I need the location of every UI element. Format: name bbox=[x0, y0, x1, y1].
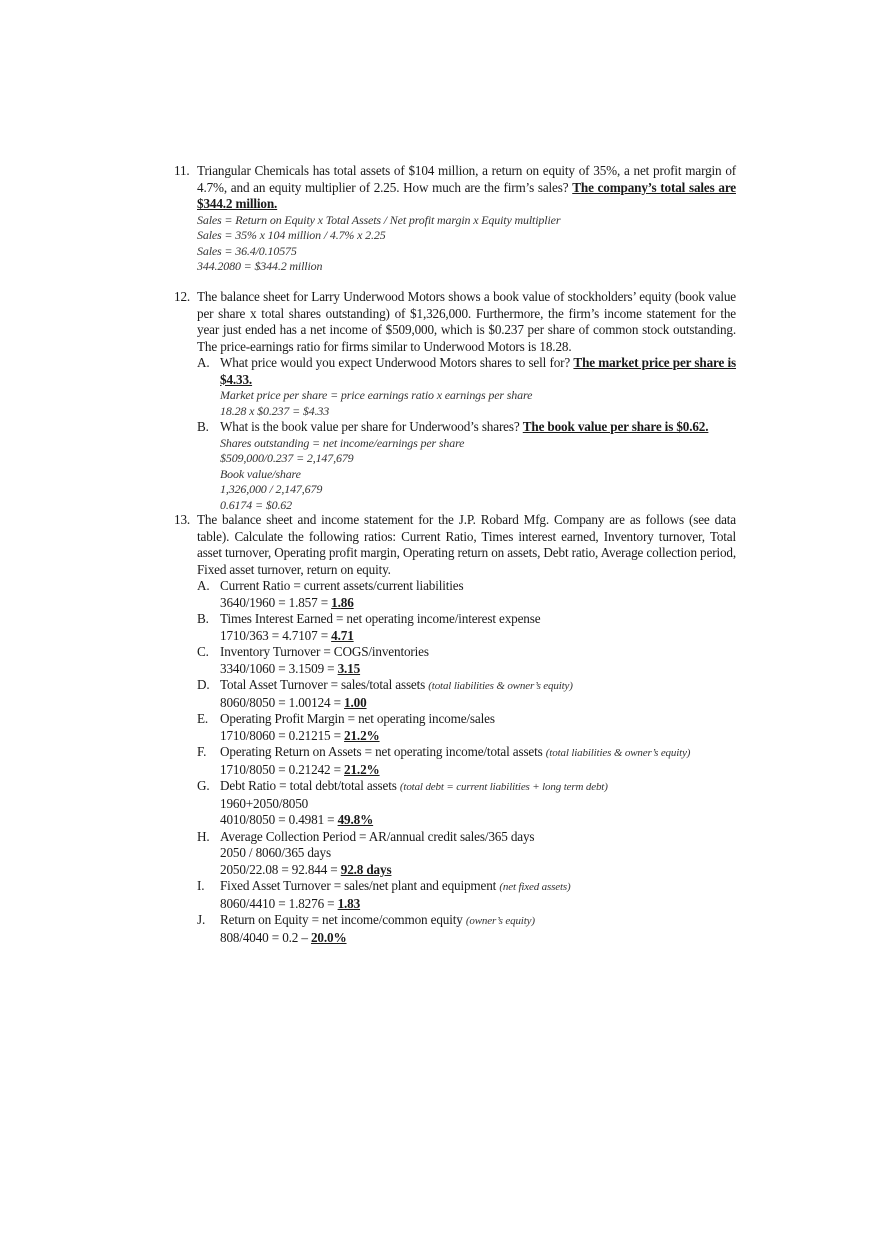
ratio-formula: Operating Return on Assets = net operating income/total assets bbox=[220, 744, 543, 759]
work-line: 344.2080 = $344.2 million bbox=[197, 259, 323, 274]
ratio-result: 21.2% bbox=[344, 727, 380, 743]
ratio-formula: Debt Ratio = total debt/total assets bbox=[220, 778, 397, 793]
calc-line bbox=[220, 595, 736, 612]
sub-label: J. bbox=[197, 912, 206, 927]
ratio-formula-line bbox=[220, 578, 736, 595]
work-line: 1,326,000 / 2,147,679 bbox=[220, 482, 323, 497]
ratio-list bbox=[197, 578, 736, 946]
calc-text: 1710/363 = 4.7107 = bbox=[220, 627, 332, 643]
worked-solution bbox=[197, 213, 736, 275]
sub-question-a bbox=[197, 355, 736, 419]
ratio-result: 49.8% bbox=[337, 812, 374, 827]
sub-label: I. bbox=[197, 878, 205, 893]
ratio-formula-line bbox=[220, 644, 736, 661]
ratio-item bbox=[197, 611, 736, 644]
question-13 bbox=[174, 512, 736, 946]
ratio-result: 21.2% bbox=[344, 761, 380, 777]
question-11 bbox=[174, 163, 736, 275]
ratio-item bbox=[197, 677, 736, 711]
ratio-result: 4.71 bbox=[331, 627, 354, 643]
ratio-item bbox=[197, 912, 736, 946]
work-line: $509,000/0.237 = 2,147,679 bbox=[220, 451, 354, 466]
calc-text: 4010/8050 = 0.4981 = bbox=[220, 812, 338, 827]
ratio-formula: Operating Profit Margin = net operating income/sales bbox=[220, 711, 495, 726]
question-12 bbox=[174, 289, 736, 514]
question-number: 11. bbox=[174, 163, 190, 178]
ratio-formula-line bbox=[220, 778, 736, 796]
ratio-result: 3.15 bbox=[337, 660, 361, 676]
calc-line bbox=[220, 695, 736, 712]
ratio-formula-line bbox=[220, 677, 736, 695]
calc-text: 3640/1960 = 1.857 = bbox=[220, 594, 332, 610]
ratio-note: (owner’s equity) bbox=[465, 915, 535, 927]
calc-line bbox=[220, 812, 736, 829]
answer: The book value per share is $0.62. bbox=[522, 419, 709, 435]
answer: The company’s total sales are $344.2 million. bbox=[197, 179, 736, 211]
ratio-note: (total liabilities & owner’s equity) bbox=[428, 680, 573, 692]
sub-question-b bbox=[197, 419, 736, 513]
ratio-formula-line bbox=[220, 711, 736, 728]
ratio-formula: Times Interest Earned = net operating income/interest expense bbox=[220, 611, 541, 626]
question-text: The balance sheet and income statement for the J.P. Robard Mfg. Company are as follows (see data table). Calculate the following ratios: Current Ratio, Times interest earned, Inventory turnover, Total asset turnover, Operating profit margin, Operating return on assets, Debt ratio, Average collection period, Fixed asset turnover, return on equity. bbox=[197, 512, 736, 577]
work-line: 18.28 x $0.237 = $4.33 bbox=[220, 403, 330, 418]
ratio-result: 20.0% bbox=[310, 929, 347, 945]
ratio-formula: Inventory Turnover = COGS/inventories bbox=[220, 644, 429, 659]
ratio-item bbox=[197, 878, 736, 912]
work-line: 0.6174 = $0.62 bbox=[220, 498, 292, 513]
ratio-formula: Return on Equity = net income/common equity bbox=[220, 912, 463, 927]
ratio-item bbox=[197, 778, 736, 829]
answer: The market price per share is $4.33. bbox=[220, 355, 737, 387]
calc-text: 3340/1060 = 3.1509 = bbox=[220, 660, 338, 676]
sub-question-text: What is the book value per share for Underwood’s shares? bbox=[220, 419, 520, 435]
calc-line bbox=[220, 930, 736, 947]
ratio-formula-line bbox=[220, 829, 736, 846]
calc-step: 1960+2050/8050 bbox=[220, 795, 309, 811]
calc-line bbox=[220, 661, 736, 678]
question-text: The balance sheet for Larry Underwood Motors shows a book value of stockholders’ equity (book value per share x total shares outstanding) of $1,326,000. Furthermore, the firm’s income statement for the year just ended has a net income of $509,000, which is $0.237 per share of common stock outstanding. The price-earnings ratio for firms similar to Underwood Motors is 18.28. bbox=[197, 289, 736, 354]
work-line: Book value/share bbox=[220, 466, 301, 481]
calc-line bbox=[220, 896, 736, 913]
sub-label: B. bbox=[197, 419, 209, 435]
ratio-note: (net fixed assets) bbox=[499, 881, 571, 893]
calc-text: 1710/8060 = 0.21215 = bbox=[220, 727, 345, 743]
sub-label: D. bbox=[197, 677, 210, 692]
calc-text: 1710/8050 = 0.21242 = bbox=[220, 761, 345, 777]
work-line: Sales = Return on Equity x Total Assets / Net profit margin x Equity multiplier bbox=[197, 212, 561, 227]
ratio-formula: Average Collection Period = AR/annual credit sales/365 days bbox=[220, 828, 535, 844]
calc-line bbox=[220, 862, 736, 879]
sub-label: G. bbox=[197, 778, 210, 793]
ratio-result: 1.86 bbox=[331, 594, 354, 610]
calc-text: 2050/22.08 = 92.844 = bbox=[220, 861, 341, 877]
calc-text: 808/4040 = 0.2 – bbox=[220, 929, 311, 945]
calc-text: 8060/4410 = 1.8276 = bbox=[220, 895, 338, 911]
calc-line bbox=[220, 728, 736, 745]
ratio-formula-line bbox=[220, 744, 736, 762]
ratio-formula: Total Asset Turnover = sales/total assets bbox=[220, 677, 426, 692]
ratio-note: (total debt = current liabilities + long term debt) bbox=[399, 781, 608, 793]
work-line: Market price per share = price earnings ratio x earnings per share bbox=[220, 388, 533, 402]
ratio-item bbox=[197, 578, 736, 611]
sub-label: C. bbox=[197, 644, 209, 659]
ratio-formula-line bbox=[220, 878, 736, 896]
work-line: Sales = 35% x 104 million / 4.7% x 2.25 bbox=[197, 228, 386, 243]
calc-line bbox=[220, 762, 736, 779]
ratio-note: (total liabilities & owner’s equity) bbox=[545, 747, 691, 759]
ratio-formula-line bbox=[220, 912, 736, 930]
calc-step: 2050 / 8060/365 days bbox=[220, 845, 331, 860]
ratio-item bbox=[197, 644, 736, 677]
question-number: 12. bbox=[174, 289, 191, 304]
sub-label: H. bbox=[197, 828, 210, 844]
ratio-result: 92.8 days bbox=[340, 861, 392, 877]
work-line: Sales = 36.4/0.10575 bbox=[197, 243, 297, 258]
sub-label: E. bbox=[197, 711, 209, 726]
ratio-formula: Fixed Asset Turnover = sales/net plant and equipment bbox=[220, 878, 497, 893]
question-text: Triangular Chemicals has total assets of $104 million, a return on equity of 35%, a net profit margin of 4.7%, and an equity multiplier of 2.25. How much are the firm’s sales? bbox=[197, 163, 736, 195]
sub-label: A. bbox=[197, 355, 210, 370]
work-line: Shares outstanding = net income/earnings per share bbox=[220, 435, 465, 450]
ratio-item bbox=[197, 744, 736, 778]
ratio-formula-line bbox=[220, 611, 736, 628]
sub-question-text: What price would you expect Underwood Motors shares to sell for? bbox=[220, 355, 571, 370]
sub-label: A. bbox=[197, 578, 210, 593]
ratio-item bbox=[197, 829, 736, 879]
ratio-item bbox=[197, 711, 736, 744]
ratio-formula: Current Ratio = current assets/current liabilities bbox=[220, 578, 464, 593]
calc-line bbox=[220, 628, 736, 645]
sub-label: B. bbox=[197, 611, 209, 626]
question-number: 13. bbox=[174, 512, 191, 527]
calc-text: 8060/8050 = 1.00124 = bbox=[220, 694, 345, 710]
ratio-result: 1.83 bbox=[337, 895, 361, 911]
ratio-result: 1.00 bbox=[344, 694, 367, 710]
sub-label: F. bbox=[197, 744, 207, 759]
